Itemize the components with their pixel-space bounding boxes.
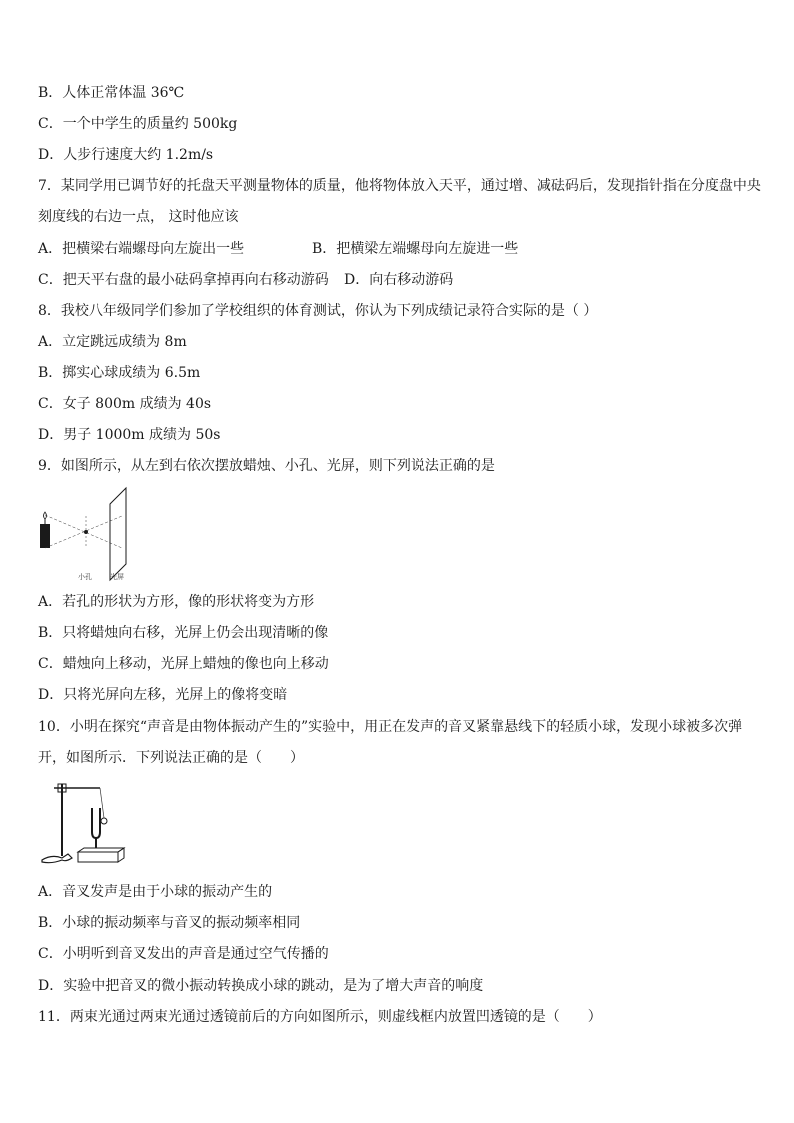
- light-ball: [101, 818, 107, 824]
- light-screen: [110, 488, 126, 580]
- q10-stem-line1: 10．小明在探究“声音是由物体振动产生的”实验中，用正在发声的音叉紧靠悬线下的轻质小球，发现小球被多次弹: [38, 719, 743, 735]
- q11-stem: 11．两束光通过两束光通过透镜前后的方向如图所示，则虚线框内放置凹透镜的是（ ）: [38, 1009, 602, 1025]
- q10-option-d: D．实验中把音叉的微小振动转换成小球的跳动，是为了增大声音的响度: [38, 978, 484, 994]
- q9-option-a: A．若孔的形状为方形，像的形状将变为方形: [38, 594, 315, 610]
- q8-stem: 8．我校八年级同学们参加了学校组织的体育测试，你认为下列成绩记录符合实际的是（ ）: [38, 303, 598, 319]
- q6-option-d: D．人步行速度大约 1.2m/s: [38, 147, 214, 163]
- q7-stem-line1: 7．某同学用已调节好的托盘天平测量物体的质量，他将物体放入天平，通过增、减砝码后，发现指针指在分度盘中央: [38, 178, 761, 194]
- sound-box-top: [78, 848, 124, 852]
- q10-option-c: C．小明听到音叉发出的声音是通过空气传播的: [38, 946, 329, 962]
- q9-stem: 9．如图所示，从左到右依次摆放蜡烛、小孔、光屏，则下列说法正确的是: [38, 458, 495, 474]
- q10-stem-line2: 开，如图所示．下列说法正确的是（ ）: [38, 750, 304, 766]
- q7-option-d: D．向右移动游码: [344, 272, 454, 288]
- sound-box-side: [118, 848, 124, 862]
- sound-box-front: [78, 852, 118, 862]
- q8-option-a: A．立定跳远成绩为 8m: [38, 334, 187, 350]
- stand-base: [42, 854, 72, 863]
- q9-option-b: B．只将蜡烛向右移，光屏上仍会出现清晰的像: [38, 625, 329, 641]
- q8-option-d: D．男子 1000m 成绩为 50s: [38, 427, 221, 443]
- tuning-fork: [92, 808, 100, 838]
- label-screen: 光屏: [110, 573, 124, 581]
- q8-option-b: B．掷实心球成绩为 6.5m: [38, 365, 201, 381]
- q6-option-b: B．人体正常体温 36℃: [38, 85, 185, 101]
- q8-option-c: C．女子 800m 成绩为 40s: [38, 396, 212, 412]
- q9-option-c: C．蜡烛向上移动，光屏上蜡烛的像也向上移动: [38, 656, 329, 672]
- q7-stem-line2: 刻度线的右边一点， 这时他应该: [38, 209, 239, 225]
- q7-option-b: B．把横梁左端螺母向左旋进一些: [312, 241, 519, 257]
- q7-option-a: A．把横梁右端螺母向左旋出一些: [38, 241, 245, 257]
- q10-option-a: A．音叉发声是由于小球的振动产生的: [38, 884, 273, 900]
- pinhole-camera-figure: [38, 486, 148, 582]
- label-hole: 小孔: [78, 573, 92, 581]
- q10-option-b: B．小球的振动频率与音叉的振动频率相同: [38, 915, 301, 931]
- tuning-fork-figure: [38, 778, 138, 868]
- q9-option-d: D．只将光屏向左移，光屏上的像将变暗: [38, 687, 288, 703]
- q6-option-c: C．一个中学生的质量约 500kg: [38, 116, 238, 132]
- q7-option-c: C．把天平右盘的最小砝码拿掉再向右移动游码: [38, 272, 329, 288]
- candle-body: [40, 524, 50, 548]
